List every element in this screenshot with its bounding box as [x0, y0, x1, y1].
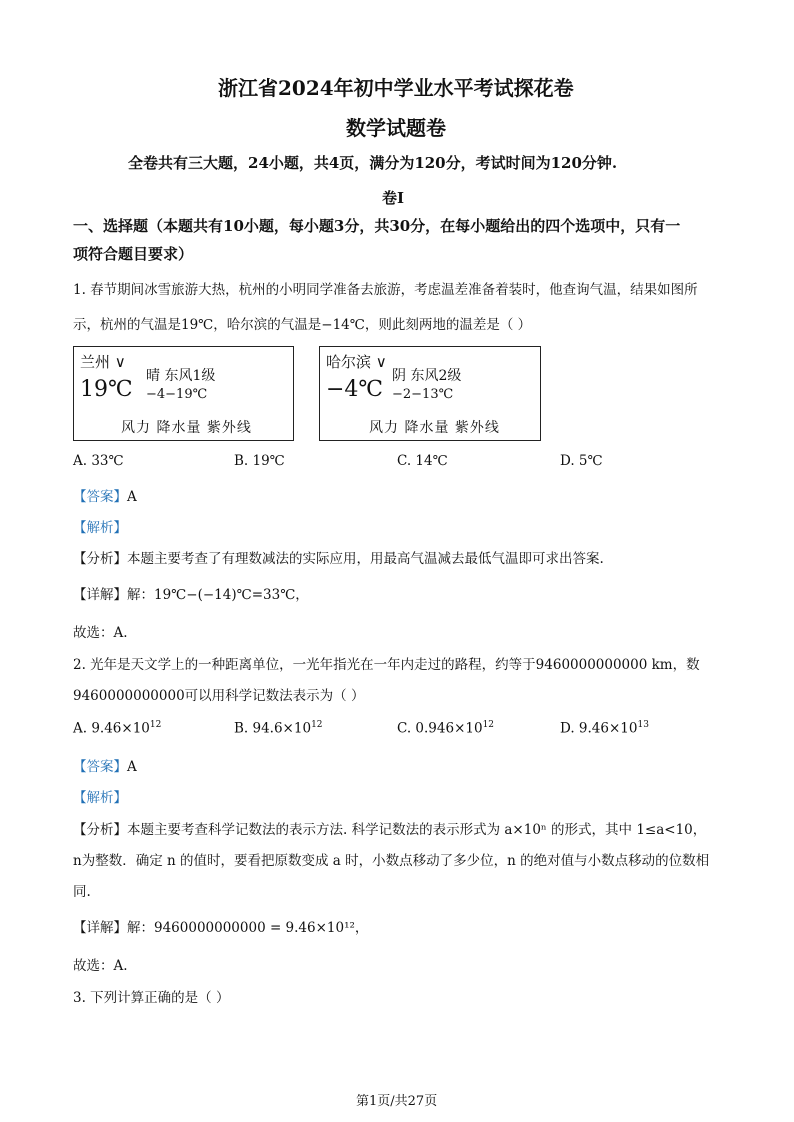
option-text: C. 0.946×10: [397, 720, 483, 737]
option-exponent: 13: [637, 720, 649, 730]
q1-stem-line1: 1. 春节期间冰雪旅游大热，杭州的小明同学准备去旅游，考虑温差准备着装时，他查询气温，结果如图所: [73, 282, 698, 298]
answer-tag: 【答案】: [73, 759, 127, 775]
temp-range: −2−13℃: [392, 387, 454, 402]
q3-stem-line1: 3. 下列计算正确的是（ ）: [73, 990, 230, 1006]
doc-title: 浙江省2024年初中学业水平考试探花卷: [218, 76, 574, 100]
doc-subtitle: 数学试题卷: [346, 116, 446, 140]
xiangjie-tag: 【详解】: [73, 920, 127, 936]
q1-stem-line2: 示，杭州的气温是19℃，哈尔滨的气温是−14℃，则此刻两地的温差是（ ）: [73, 317, 532, 333]
fenxi-tag: 【分析】: [73, 551, 127, 567]
weather-card-harbin: [319, 346, 541, 441]
volume-label: 卷I: [382, 189, 405, 207]
exam-instructions: 全卷共有三大题，24小题，共4页，满分为120分，考试时间为120分钟.: [128, 154, 618, 172]
q2-option-d: [560, 720, 649, 737]
fenxi-text: 本题主要考查了有理数减法的实际应用，用最高气温减去最低气温即可求出答案.: [127, 551, 604, 567]
current-temp: −4℃: [326, 377, 384, 402]
answer-value: A: [127, 759, 137, 775]
xiangjie-text: 解：9460000000000 = 9.46×10¹²，: [127, 920, 369, 936]
q1-option-a: A. 33℃: [73, 453, 124, 469]
q2-xiangjie: [73, 916, 368, 936]
section-heading-line1: 一、选择题（本题共有10小题，每小题3分，共30分，在每小题给出的四个选项中，只有一: [73, 217, 681, 235]
q2-fenxi-line2: n为整数．确定 n 的值时，要看把原数变成 a 时，小数点移动了多少位，n 的绝对值与小数点移动的位数相: [73, 853, 710, 869]
q2-fenxi-line1: [73, 818, 706, 838]
current-temp: 19℃: [80, 377, 133, 402]
option-text: D. 9.46×10: [560, 720, 638, 737]
fenxi-tag: 【分析】: [73, 822, 127, 838]
q2-stem-line1: 2. 光年是天文学上的一种距离单位，一光年指光在一年内走过的路程，约等于9460000000000 km，数: [73, 657, 700, 673]
q2-option-a: [73, 720, 161, 737]
q2-option-c: [397, 720, 494, 737]
answer-value: A: [127, 489, 137, 505]
option-text: B. 94.6×10: [234, 720, 312, 737]
option-exponent: 12: [149, 720, 162, 730]
q1-option-b: B. 19℃: [234, 453, 285, 469]
weather-tabs: 风力 降水量 紫外线: [121, 420, 252, 436]
q2-fenxi-line3: 同.: [73, 884, 91, 900]
option-exponent: 12: [311, 720, 323, 730]
temp-range: −4−19℃: [146, 387, 208, 402]
xiangjie-text: 解：19℃−(−14)℃=33℃，: [127, 587, 309, 603]
q2-analysis-tag: 【解析】: [73, 790, 127, 806]
city-selector: 兰州 ∨: [80, 353, 126, 371]
q1-analysis-tag: 【解析】: [73, 520, 127, 536]
q1-answer: [73, 485, 137, 505]
weather-card-lanzhou: [73, 346, 294, 441]
weather-condition: 晴 东风1级: [146, 368, 216, 384]
city-selector: 哈尔滨 ∨: [326, 353, 387, 371]
section-heading-line2: 项符合题目要求）: [73, 245, 194, 263]
fenxi-text: 本题主要考查科学记数法的表示方法. 科学记数法的表示形式为 a×10ⁿ 的形式，其中 1≤a<10，: [127, 822, 707, 838]
option-exponent: 12: [482, 720, 495, 730]
answer-tag: 【答案】: [73, 489, 127, 505]
q2-conclusion: 故选：A.: [73, 958, 128, 974]
q1-option-d: D. 5℃: [560, 453, 603, 469]
weather-condition: 阴 东风2级: [392, 368, 462, 384]
q1-option-c: C. 14℃: [397, 453, 448, 469]
page-number: 第1页/共27页: [356, 1094, 438, 1109]
q1-fenxi: [73, 547, 604, 567]
q2-option-b: [234, 720, 323, 737]
q1-xiangjie: [73, 583, 309, 603]
xiangjie-tag: 【详解】: [73, 587, 127, 603]
weather-tabs: 风力 降水量 紫外线: [369, 420, 500, 436]
q1-conclusion: 故选：A.: [73, 625, 128, 641]
option-text: A. 9.46×10: [73, 720, 150, 737]
q2-answer: [73, 755, 137, 775]
q2-stem-line2: 9460000000000可以用科学记数法表示为（ ）: [73, 688, 365, 704]
